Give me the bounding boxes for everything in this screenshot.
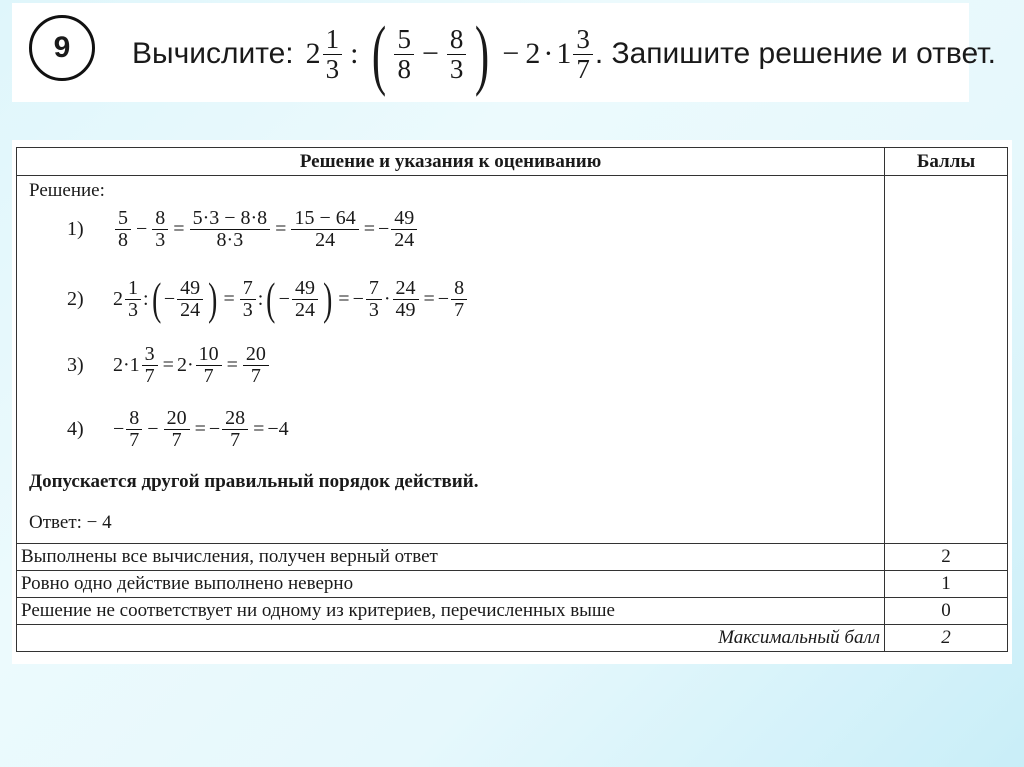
fraction: $\frac{8}{7}$: [126, 408, 142, 451]
step-label: 1): [67, 218, 84, 240]
operator: =: [223, 287, 235, 310]
mixed-whole: 2: [305, 37, 321, 70]
operator: :: [143, 287, 149, 310]
task-expression: [305, 10, 595, 97]
operator: =: [226, 354, 238, 376]
step-result: −4: [267, 418, 289, 440]
fraction: $\frac{8}{3}$: [447, 25, 467, 83]
fraction: $\frac{5}{8}$: [115, 208, 131, 251]
operator: −: [113, 418, 125, 440]
task-number-badge: [29, 15, 95, 81]
operator: −: [163, 287, 176, 310]
fraction: $\frac{5}{8}$: [394, 25, 414, 83]
fraction: $\frac{7}{3}$: [366, 278, 382, 321]
task-suffix: . Запишите решение и ответ.: [594, 37, 996, 70]
criterion-text: Ровно одно действие выполнено неверно: [17, 571, 885, 598]
task-text: [132, 9, 996, 99]
solution-points-cell: [885, 176, 1008, 544]
operator: =: [173, 218, 185, 240]
fraction: $\frac{3}{7}$: [573, 25, 593, 83]
max-score-label: Максимальный балл: [17, 625, 885, 652]
fraction: $\frac{20}{7}$: [164, 408, 190, 451]
operator: =: [162, 354, 174, 376]
operator: =: [423, 287, 435, 310]
operator: −: [136, 218, 148, 240]
fraction: $\frac{15 - 64}{24}$: [291, 208, 358, 251]
operator: =: [338, 287, 350, 310]
fraction: $\frac{20}{7}$: [243, 344, 269, 387]
grading-table: [16, 147, 1008, 652]
fraction: $\frac{3}{7}$: [142, 344, 158, 387]
operator: :: [350, 37, 359, 70]
answer-line: Ответ: − 4: [29, 512, 112, 533]
operator: ·: [186, 354, 194, 376]
solution-row: [17, 176, 1008, 544]
step-label: 4): [67, 418, 84, 440]
max-score-row: [17, 625, 1008, 652]
step-3: [67, 344, 271, 387]
fraction: $\frac{8}{3}$: [152, 208, 168, 251]
criterion-points: 0: [885, 598, 1008, 625]
criterion-points: 2: [885, 544, 1008, 571]
mixed-whole: 1: [556, 37, 572, 70]
mixed-whole: 2: [113, 287, 123, 310]
criterion-row: [17, 598, 1008, 625]
step-4: [67, 408, 289, 451]
criterion-text: Решение не соответствует ни одному из критериев, перечисленных выше: [17, 598, 885, 625]
task-number: 9: [53, 31, 71, 64]
operator: −: [502, 37, 520, 70]
fraction: $\frac{1}{3}$: [323, 25, 343, 83]
criterion-points: 1: [885, 571, 1008, 598]
fraction: $\frac{49}{24}$: [292, 278, 318, 321]
operator: =: [194, 418, 206, 440]
fraction: $\frac{49}{24}$: [177, 278, 203, 321]
fraction: $\frac{8}{7}$: [451, 278, 467, 321]
operator: =: [275, 218, 287, 240]
fraction: $\frac{5\cdot 3 - 8\cdot 8}{8\cdot 3}$: [190, 208, 271, 251]
right-paren: ): [475, 10, 490, 97]
operator: ·: [383, 287, 391, 310]
max-score-value: 2: [885, 625, 1008, 652]
operator: =: [363, 218, 376, 240]
right-paren: ): [208, 273, 218, 324]
order-note: Допускается другой правильный порядок действий.: [29, 471, 479, 492]
operator: :: [257, 287, 264, 310]
fraction: $\frac{10}{7}$: [196, 344, 222, 387]
criterion-row: [17, 544, 1008, 571]
grading-sheet: [12, 140, 1012, 664]
fraction: $\frac{49}{24}$: [391, 208, 417, 251]
number: 2: [113, 354, 123, 376]
fraction: $\frac{1}{3}$: [125, 278, 141, 321]
step-2: [67, 273, 469, 324]
operator: −: [147, 418, 159, 440]
operator: ·: [543, 37, 554, 70]
left-paren: (: [266, 273, 276, 324]
left-paren: (: [371, 10, 386, 97]
criterion-text: Выполнены все вычисления, получен верный ответ: [17, 544, 885, 571]
operator: −: [437, 287, 450, 310]
operator: −: [208, 418, 221, 440]
solution-title: Решение:: [29, 180, 105, 201]
table-header-row: [17, 148, 1008, 176]
number: 2: [525, 37, 541, 70]
fraction: $\frac{7}{3}$: [240, 278, 256, 321]
operator: −: [278, 287, 290, 310]
task-statement: [12, 3, 996, 102]
task-prefix: Вычислите:: [132, 37, 294, 70]
operator: −: [352, 287, 364, 310]
criterion-row: [17, 571, 1008, 598]
mixed-whole: 1: [129, 354, 140, 376]
step-label: 2): [67, 287, 84, 310]
header-points: Баллы: [885, 148, 1008, 176]
step-1: [67, 208, 419, 251]
operator: =: [253, 418, 265, 440]
number: 2: [176, 354, 187, 376]
right-paren: ): [323, 273, 333, 324]
step-label: 3): [67, 354, 84, 376]
fraction: $\frac{24}{49}$: [393, 278, 419, 321]
operator: −: [378, 218, 390, 240]
header-solution: Решение и указания к оцениванию: [17, 148, 885, 176]
operator: ·: [123, 354, 130, 376]
operator: −: [421, 37, 439, 70]
solution-cell: [17, 176, 885, 544]
left-paren: (: [151, 273, 161, 324]
fraction: $\frac{28}{7}$: [222, 408, 248, 451]
